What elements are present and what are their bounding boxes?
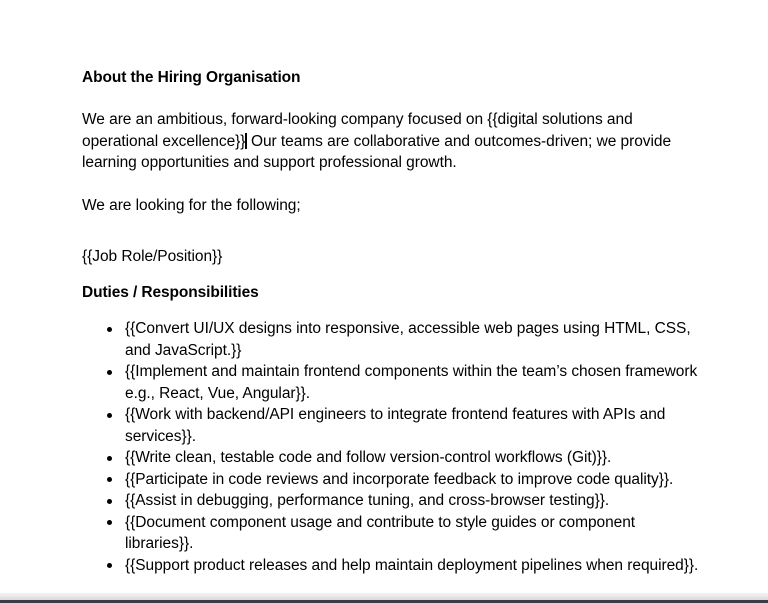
duties-list-item[interactable] <box>82 447 702 469</box>
bullet-point-icon <box>107 327 112 332</box>
bullet-point-icon <box>107 370 112 375</box>
bullet-point-icon <box>107 520 112 525</box>
bullet-point-icon <box>107 563 112 568</box>
duties-list-item-label: {{Convert UI/UX designs into responsive, accessible web pages using HTML, CSS, and JavaScript.}} <box>125 320 691 359</box>
duties-list-item[interactable] <box>82 490 702 512</box>
duties-list-item-label: {{Participate in code reviews and incorporate feedback to improve code quality}}. <box>125 470 674 488</box>
duties-section-heading: Duties / Responsibilities <box>82 283 259 301</box>
duties-list-item[interactable] <box>82 361 702 404</box>
about-paragraph-text-after-caret: Our teams are collaborative and outcomes-driven; we provide learning opportunities and support professional growth. <box>82 132 672 172</box>
duties-list-item-label: {{Write clean, testable code and follow version-control workflows (Git)}}. <box>125 449 612 467</box>
bullet-point-icon <box>107 499 112 504</box>
spacer-after-duties-heading <box>82 302 702 318</box>
duties-list-item-label: {{Support product releases and help maintain deployment pipelines when required}}. <box>125 556 699 574</box>
about-paragraph[interactable] <box>82 109 702 174</box>
looking-for-line[interactable]: We are looking for the following; <box>82 196 301 214</box>
spacer-empty-line <box>82 216 702 246</box>
duties-list[interactable] <box>82 318 702 576</box>
duties-list-item[interactable] <box>82 469 702 491</box>
duties-list-item-label: {{Work with backend/API engineers to integrate frontend features with APIs and services}}. <box>125 406 666 445</box>
bullet-point-icon <box>107 477 112 482</box>
bullet-point-icon <box>107 413 112 418</box>
about-section-heading: About the Hiring Organisation <box>82 69 301 86</box>
page-bottom-edge-bar <box>0 593 768 603</box>
duties-list-item[interactable] <box>82 318 702 361</box>
duties-list-item-label: {{Document component usage and contribute to style guides or component libraries}}. <box>125 513 636 553</box>
duties-list-item[interactable] <box>82 404 702 447</box>
spacer-before-duties-heading <box>82 268 702 283</box>
duties-list-item-label: {{Assist in debugging, performance tuning, and cross-browser testing}}. <box>125 492 610 510</box>
job-role-placeholder[interactable]: {{Job Role/Position}} <box>82 248 223 266</box>
duties-list-item-label: {{Implement and maintain frontend components within the team’s chosen framework e.g., React, Vue, Angular}}. <box>125 363 698 402</box>
duties-list-item[interactable] <box>82 555 702 577</box>
document-body[interactable] <box>82 68 702 576</box>
spacer-after-about-paragraph <box>82 174 702 195</box>
bullet-point-icon <box>107 456 112 461</box>
spacer-after-about-heading <box>82 87 702 109</box>
about-paragraph-text-before-caret: We are an ambitious, forward-looking company focused on {{digital solutions and operational excellence}} <box>82 111 633 150</box>
duties-list-item[interactable] <box>82 512 702 555</box>
